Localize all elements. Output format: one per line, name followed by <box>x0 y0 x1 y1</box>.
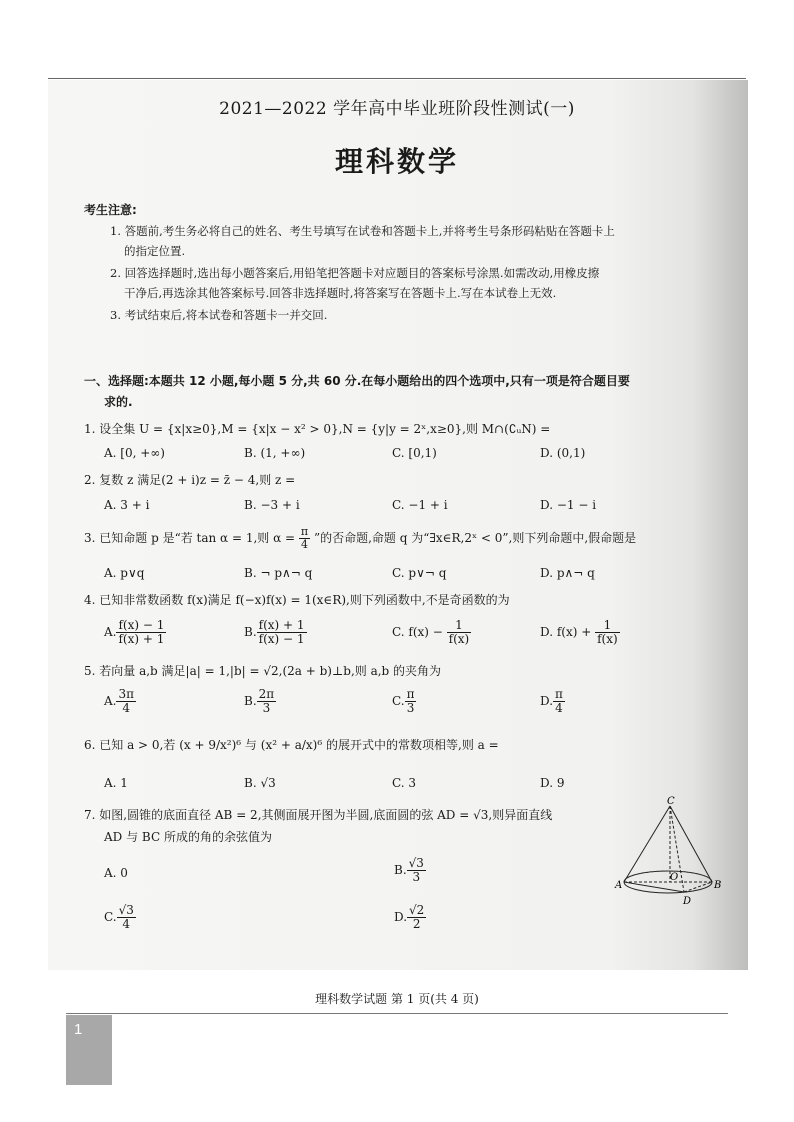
q7-option-d <box>394 904 426 931</box>
label-a: A <box>615 880 623 891</box>
q6-option-a: A. 1 <box>104 776 128 790</box>
label-c: C <box>667 796 675 807</box>
q4-b-num: f(x) + 1 <box>258 618 305 632</box>
q3-frac-num: π <box>300 525 309 538</box>
q1-option-c: C. [0,1) <box>392 446 437 460</box>
q3-option-d: D. p∧¬ q <box>540 566 595 580</box>
q5-c-label: C. <box>392 694 405 709</box>
q7-b-num: √3 <box>408 856 424 870</box>
bottom-rule <box>66 1013 728 1014</box>
q5-a-fraction <box>116 688 136 715</box>
label-b: B <box>714 880 722 891</box>
q4-d-den: f(x) <box>597 632 618 647</box>
q3-frac-den: 4 <box>301 538 309 552</box>
q5-option-b <box>244 688 276 715</box>
q3-option-a: A. p∨q <box>104 566 145 580</box>
q4-b-label: B. <box>244 625 257 640</box>
notice-item-1: 1. 答题前,考生务必将自己的姓名、考生号填写在试卷和答题卡上,并将考生号条形码粘贴在答题卡上 <box>110 224 615 238</box>
q5-b-label: B. <box>244 694 257 709</box>
q6-option-d: D. 9 <box>540 776 565 790</box>
q5-b-den: 3 <box>262 701 271 716</box>
cone-base-back-dashed <box>624 871 712 882</box>
label-d: D <box>683 896 692 907</box>
q7-stem-cont: AD 与 BC 所成的角的余弦值为 <box>104 830 272 844</box>
q5-stem: 5. 若向量 a,b 满足|a| = 1,|b| = √2,(2a + b)⊥b,则 a,b 的夹角为 <box>84 664 442 678</box>
notice-item-1-cont: 的指定位置. <box>124 244 186 258</box>
q4-c-fraction <box>447 619 472 646</box>
page-footer: 理科数学试题 第 1 页(共 4 页) <box>315 992 479 1006</box>
section-heading-cont: 求的. <box>104 395 133 409</box>
q6-expression-2: (x² + a/x)⁶ <box>260 738 323 752</box>
q1-stem: 1. 设全集 U = {x|x≥0},M = {x|x − x² > 0},N = {y|y = 2ˣ,x≥0},则 M∩(∁ᵤN) = <box>84 422 551 436</box>
q4-stem: 4. 已知非常数函数 f(x)满足 f(−x)f(x) = 1(x∈R),则下列函数中,不是奇函数的为 <box>84 593 510 607</box>
q5-d-label: D. <box>540 694 554 709</box>
q4-b-fraction <box>257 619 307 646</box>
q5-a-label: A. <box>104 694 117 709</box>
q5-d-num: π <box>555 687 563 701</box>
q6-option-b: B. √3 <box>244 776 276 790</box>
notice-item-2-cont: 干净后,再选涂其他答案标号.回答非选择题时,将答案写在答题卡上.写在本试卷上无效. <box>124 286 557 300</box>
top-rule <box>48 78 746 79</box>
q7-stem: 7. 如图,圆锥的底面直径 AB = 2,其侧面展开图为半圆,底面圆的弦 AD = √3,则异面直线 <box>84 808 553 822</box>
q5-b-num: 2π <box>258 687 275 701</box>
q3-option-c: C. p∨¬ q <box>392 566 447 580</box>
q5-c-num: π <box>406 687 415 701</box>
q7-c-label: C. <box>104 910 117 925</box>
cone-chord-ad <box>624 882 684 892</box>
q3-stem-post: ”的否命题,命题 q 为“∃x∈R,2ˣ < 0”,则下列命题中,假命题是 <box>313 531 637 546</box>
q7-c-fraction <box>117 904 136 931</box>
q3-stem <box>84 526 636 551</box>
q5-c-den: 3 <box>406 701 415 716</box>
q2-option-d: D. −1 − i <box>540 498 597 512</box>
q5-a-den: 4 <box>122 701 131 716</box>
page-number: 1 <box>74 1021 83 1038</box>
q1-option-a: A. [0, +∞) <box>104 446 165 460</box>
q2-option-b: B. −3 + i <box>244 498 300 512</box>
q1-option-b: B. (1, +∞) <box>244 446 306 460</box>
notice-heading: 考生注意: <box>84 203 137 217</box>
q2-option-a: A. 3 + i <box>104 498 150 512</box>
q3-option-b: B. ¬ p∧¬ q <box>244 566 313 580</box>
q7-c-num: √3 <box>118 903 134 917</box>
q6-stem-mid: 与 <box>244 738 257 752</box>
q7-d-fraction <box>407 904 426 931</box>
q4-b-den: f(x) − 1 <box>258 632 305 647</box>
q5-d-den: 4 <box>555 701 563 716</box>
notice-item-2: 2. 回答选择题时,选出每小题答案后,用铅笔把答题卡对应题目的答案标号涂黑.如需改动,用橡皮擦 <box>110 266 600 280</box>
q4-a-fraction <box>116 619 166 646</box>
q6-expression-1: (x + 9/x²)⁶ <box>179 738 242 752</box>
q5-c-fraction <box>405 688 417 715</box>
q4-option-a <box>104 619 166 646</box>
q4-d-label: D. f(x) + <box>540 625 592 640</box>
cone-base-back <box>624 871 712 882</box>
q6-stem <box>84 736 499 753</box>
q7-d-label: D. <box>394 910 408 925</box>
page-number-tab <box>66 1015 112 1085</box>
q4-a-den: f(x) + 1 <box>118 632 165 647</box>
notice-item-3: 3. 考试结束后,将本试卷和答题卡一并交回. <box>110 308 328 322</box>
q4-d-fraction <box>595 619 620 646</box>
q7-c-den: 4 <box>122 917 131 932</box>
q4-option-b <box>244 619 307 646</box>
q4-c-num: 1 <box>447 619 472 633</box>
q5-option-c <box>392 688 416 715</box>
q4-d-num: 1 <box>595 619 620 633</box>
q6-option-c: C. 3 <box>392 776 417 790</box>
exam-title: 2021—2022 学年高中毕业班阶段性测试(一) <box>219 99 575 119</box>
q3-stem-pre: 3. 已知命题 p 是“若 tan α = 1,则 α = <box>84 531 296 546</box>
q5-option-d <box>540 688 565 715</box>
q4-a-label: A. <box>104 625 117 640</box>
q7-b-label: B. <box>394 863 407 878</box>
q6-stem-post: 的展开式中的常数项相等,则 a = <box>326 738 499 752</box>
q7-d-num: √2 <box>409 903 425 917</box>
q4-c-den: f(x) <box>448 632 470 647</box>
q4-option-c <box>392 619 471 646</box>
q4-a-num: f(x) − 1 <box>118 618 165 632</box>
q5-d-fraction <box>553 688 565 715</box>
q7-option-b <box>394 857 426 884</box>
q7-option-a: A. 0 <box>104 866 128 880</box>
q3-fraction <box>299 526 310 551</box>
q1-option-d: D. (0,1) <box>540 446 586 460</box>
q7-b-den: 3 <box>412 870 421 885</box>
q6-stem-pre: 6. 已知 a > 0,若 <box>84 738 176 752</box>
label-o: O <box>670 872 679 883</box>
section-heading: 一、选择题:本题共 12 小题,每小题 5 分,共 60 分.在每小题给出的四个选项中,只有一项是符合题目要 <box>84 374 630 388</box>
q5-b-fraction <box>257 688 277 715</box>
q2-stem: 2. 复数 z 满足(2 + i)z = z̄ − 4,则 z = <box>84 473 296 487</box>
exam-subject: 理科数学 <box>334 145 459 178</box>
q5-a-num: 3π <box>118 687 135 701</box>
q7-d-den: 2 <box>412 917 421 932</box>
q4-option-d <box>540 619 620 646</box>
q2-option-c: C. −1 + i <box>392 498 448 512</box>
q5-option-a <box>104 688 136 715</box>
cone-figure <box>612 796 732 908</box>
q7-b-fraction <box>407 857 426 884</box>
q4-c-label: C. f(x) − <box>392 625 443 640</box>
q7-option-c <box>104 904 136 931</box>
